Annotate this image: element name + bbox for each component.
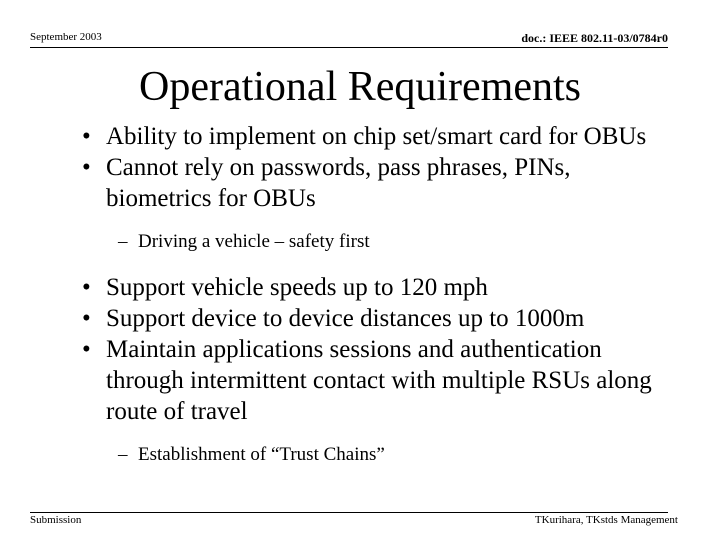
bullet-marker: •	[82, 274, 91, 301]
bullet-item	[0, 334, 720, 427]
sub-bullet-text: Establishment of “Trust Chains”	[138, 444, 385, 465]
footer-divider	[30, 512, 668, 513]
header-doc-id: doc.: IEEE 802.11-03/0784r0	[521, 31, 668, 45]
bullet-text: Support device to device distances up to 1000m	[106, 305, 585, 332]
bullet-text: Cannot rely on passwords, pass phrases, PINs, biometrics for OBUs	[106, 154, 571, 212]
sub-bullet-marker: –	[118, 231, 128, 252]
bullet-item	[0, 121, 720, 152]
bullet-item	[0, 272, 720, 303]
bullet-marker: •	[82, 305, 91, 332]
bullet-item	[0, 152, 720, 214]
sub-bullet-item	[0, 230, 720, 254]
footer-submission: Submission	[30, 514, 82, 526]
sub-bullet-text: Driving a vehicle – safety first	[138, 231, 370, 252]
header-divider	[30, 47, 668, 48]
bullet-item	[0, 303, 720, 334]
slide-title: Operational Requirements	[138, 64, 582, 110]
slide-body	[0, 121, 720, 467]
bullet-text: Support vehicle speeds up to 120 mph	[106, 274, 488, 301]
header-date: September 2003	[30, 31, 102, 43]
bullet-text: Maintain applications sessions and authentication through intermittent contact with multiple RSUs along route of travel	[106, 336, 652, 425]
bullet-marker: •	[82, 154, 91, 181]
sub-bullet-marker: –	[118, 444, 128, 465]
bullet-marker: •	[82, 336, 91, 363]
sub-bullet-item	[0, 443, 720, 467]
bullet-text: Ability to implement on chip set/smart card for OBUs	[106, 123, 647, 150]
bullet-marker: •	[82, 123, 91, 150]
footer-author: TKurihara, TKstds Management	[534, 514, 678, 526]
